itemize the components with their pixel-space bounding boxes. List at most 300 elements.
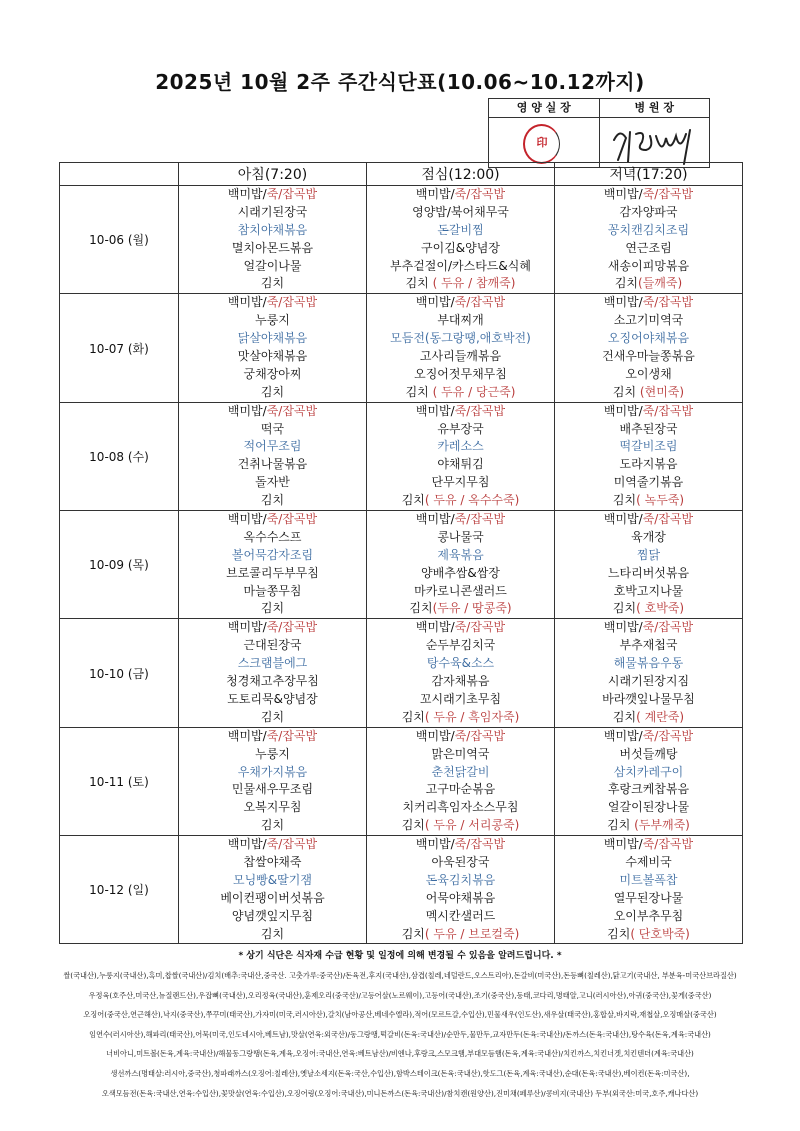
- menu-item: [179, 908, 366, 926]
- menu-item: [555, 764, 742, 782]
- menu-item-text: 김치: [260, 926, 285, 941]
- day-date: 10-07 (화): [60, 294, 179, 402]
- menu-item: [367, 222, 554, 240]
- menu-item-highlight: 죽/잡곡밥: [266, 837, 318, 852]
- menu-item-text: 연근조림: [625, 240, 672, 255]
- menu-item: [367, 655, 554, 673]
- dinner-menu-cell: [555, 186, 743, 294]
- menu-item: [555, 746, 742, 764]
- menu-item: [367, 529, 554, 547]
- menu-item-text: 김치: [612, 601, 637, 616]
- menu-item: [179, 312, 366, 330]
- menu-item: [179, 384, 366, 402]
- weekly-menu-table: [59, 162, 743, 944]
- lunch-header: 점심(12:00): [367, 163, 555, 186]
- origin-line: 생선까스(명태살:러시아,중국산),청파래까스(오징어:칠레산),옛날소세지(돈육:국산,수입산),함박스테이크(돈육:국내산),핫도그(돈육,계육:국내산),순대(돈육:국내산),베이컨(돈육:미국산),: [110, 1068, 690, 1078]
- dinner-menu-cell: [555, 402, 743, 510]
- dinner-menu-cell: [555, 294, 743, 402]
- menu-item-text: 김치: [405, 384, 433, 399]
- dinner-menu-cell: [555, 619, 743, 727]
- menu-item-highlight: 죽/잡곡밥: [266, 728, 318, 743]
- menu-item: [555, 366, 742, 384]
- menu-item-highlight: 죽/잡곡밥: [454, 728, 506, 743]
- menu-item-text: 백미밥/: [227, 728, 267, 743]
- menu-item: [555, 438, 742, 456]
- menu-item-text: 고사리들깨볶음: [419, 349, 502, 364]
- menu-item: [179, 799, 366, 817]
- menu-item-highlight: (두부깨죽): [634, 818, 690, 833]
- menu-item-highlight: 떡갈비조림: [619, 439, 678, 454]
- menu-item: [367, 456, 554, 474]
- menu-item-highlight: ( 호박죽): [636, 601, 685, 616]
- menu-item: [367, 294, 554, 312]
- menu-item-text: 맑은미역국: [431, 746, 490, 761]
- dinner-menu-cell: [555, 511, 743, 619]
- menu-item-text: 오복지무침: [243, 800, 302, 815]
- origin-line: 오징어(중국산,연근해산),낙지(중국산),쭈꾸미(태국산),가자미(미국,러시아산),갈치(남아공산,베네수엘라),적어(모르트갈,수입산),민물새우(인도산),새우살(태국산),홍합살,바지락,재첩살,오징매살(중국산): [83, 1010, 717, 1020]
- menu-item: [555, 619, 742, 637]
- menu-item-text: 새송이피망볶음: [607, 258, 690, 273]
- menu-item-text: 떡국: [260, 421, 285, 436]
- menu-item-text: 백미밥/: [415, 187, 455, 201]
- menu-item-text: 백미밥/: [415, 837, 455, 852]
- menu-item-text: 부추재첩국: [619, 638, 678, 653]
- menu-item: [179, 600, 366, 618]
- menu-item-text: 멕시칸샐러드: [425, 908, 496, 923]
- menu-item-text: 느타리버섯볶음: [607, 565, 690, 580]
- menu-item: [179, 366, 366, 384]
- menu-item-text: 백미밥/: [415, 295, 455, 310]
- menu-day-row: [60, 294, 743, 402]
- menu-item: [555, 492, 742, 510]
- menu-item: [367, 637, 554, 655]
- director-label: 병 원 장: [634, 101, 675, 114]
- menu-item-text: 수제비국: [625, 854, 672, 869]
- menu-item-highlight: (두유 / 땅콩죽): [432, 601, 512, 616]
- menu-item-highlight: 죽/잡곡밥: [266, 403, 318, 418]
- menu-item: [179, 456, 366, 474]
- menu-item: [555, 204, 742, 222]
- menu-item: [367, 492, 554, 510]
- lunch-menu-cell: [367, 619, 555, 727]
- menu-item-text: 궁채장아찌: [243, 366, 302, 381]
- menu-item-text: 도토리묵&양념장: [227, 691, 318, 706]
- menu-item-highlight: 미트볼폭찹: [619, 872, 678, 887]
- menu-item-text: 김치: [401, 818, 425, 833]
- menu-item: [555, 637, 742, 655]
- menu-item-text: 김치: [607, 818, 635, 833]
- menu-item: [179, 421, 366, 439]
- menu-item: [179, 890, 366, 908]
- menu-item: [555, 421, 742, 439]
- menu-item-highlight: 죽/잡곡밥: [266, 295, 318, 310]
- origin-line: 임연수(러시아산),해파리(태국산),어묵(미국,인도네시아,베트남),맛살(연육:외국산)/동그랑땡,떡갈비(돈육:국내산)/순만두,물만두,교자만두(돈육:국내산)/돈까스(돈육:국내산),탕수육(돈육,계육:국내산): [89, 1029, 711, 1039]
- menu-item: [179, 294, 366, 312]
- menu-item: [367, 330, 554, 348]
- menu-day-row: [60, 836, 743, 944]
- menu-item: [367, 799, 554, 817]
- menu-item: [555, 403, 742, 421]
- menu-item: [367, 926, 554, 944]
- menu-item-highlight: 우채가지볶음: [237, 764, 308, 779]
- menu-item: [179, 330, 366, 348]
- menu-item: [367, 474, 554, 492]
- day-date: 10-08 (수): [60, 402, 179, 510]
- menu-item-text: 바라깻잎나물무침: [602, 691, 695, 706]
- menu-item: [179, 511, 366, 529]
- menu-item-highlight: ( 두유 / 옥수수죽): [424, 493, 520, 508]
- menu-item-text: 오이부추무침: [613, 908, 684, 923]
- menu-item-text: 김치: [260, 384, 285, 399]
- menu-item-text: 마늘쫑무침: [243, 583, 302, 598]
- menu-item: [367, 384, 554, 402]
- menu-item-highlight: 죽/잡곡밥: [642, 403, 694, 418]
- menu-item-highlight: 볼어묵감자조림: [231, 547, 314, 562]
- menu-item: [555, 691, 742, 709]
- menu-item-text: 백미밥/: [603, 620, 643, 635]
- menu-item-highlight: 참치야채볶음: [237, 222, 308, 237]
- breakfast-menu-cell: [179, 186, 367, 294]
- menu-item-text: 육개장: [631, 529, 666, 544]
- menu-item: [179, 872, 366, 890]
- menu-item-text: 호박고지나물: [613, 583, 684, 598]
- lunch-menu-cell: [367, 511, 555, 619]
- menu-item: [367, 817, 554, 835]
- menu-item: [367, 186, 554, 204]
- menu-item-highlight: ( 계란죽): [636, 709, 685, 724]
- menu-item: [555, 240, 742, 258]
- menu-item: [179, 438, 366, 456]
- menu-item: [367, 764, 554, 782]
- dinner-menu-cell: [555, 836, 743, 944]
- menu-item: [555, 583, 742, 601]
- menu-item: [367, 890, 554, 908]
- menu-item: [179, 258, 366, 276]
- menu-item-text: 백미밥/: [603, 512, 643, 527]
- menu-item: [179, 655, 366, 673]
- menu-item-text: 영양밥/북어채무국: [412, 204, 509, 219]
- lunch-menu-cell: [367, 727, 555, 835]
- menu-item: [555, 294, 742, 312]
- menu-item-text: 백미밥/: [415, 620, 455, 635]
- menu-item-text: 부대찌개: [437, 313, 484, 328]
- breakfast-menu-cell: [179, 727, 367, 835]
- menu-item-text: 유부장국: [437, 421, 484, 436]
- menu-item: [179, 474, 366, 492]
- menu-item-text: 꼬시래기초무침: [419, 691, 502, 706]
- menu-item: [555, 890, 742, 908]
- breakfast-header: 아침(7:20): [179, 163, 367, 186]
- menu-item-highlight: 모듬전(동그랑땡,애호박전): [390, 331, 531, 346]
- lunch-menu-cell: [367, 836, 555, 944]
- day-date: 10-12 (일): [60, 836, 179, 944]
- menu-item: [179, 746, 366, 764]
- menu-item-highlight: 죽/잡곡밥: [642, 512, 694, 527]
- date-column-header: [60, 163, 179, 186]
- menu-item-highlight: 죽/잡곡밥: [642, 620, 694, 635]
- menu-day-row: [60, 402, 743, 510]
- menu-item: [367, 348, 554, 366]
- signature-icon: [606, 120, 706, 166]
- menu-item-text: 감자양파국: [619, 204, 678, 219]
- menu-item: [555, 275, 742, 293]
- dietitian-label: 영 양 실 장: [489, 99, 600, 117]
- menu-item-text: 김치: [612, 709, 637, 724]
- menu-item-text: 소고기미역국: [613, 313, 684, 328]
- menu-item: [555, 600, 742, 618]
- day-date: 10-10 (금): [60, 619, 179, 727]
- menu-item-highlight: 죽/잡곡밥: [454, 187, 506, 201]
- menu-item-text: 김치: [260, 493, 285, 508]
- menu-day-row: [60, 186, 743, 294]
- menu-item: [555, 222, 742, 240]
- breakfast-menu-cell: [179, 511, 367, 619]
- menu-item-text: 김치: [401, 493, 425, 508]
- menu-item-text: 어묵야채볶음: [425, 890, 496, 905]
- menu-item-text: 베이컨팽이버섯볶음: [220, 890, 325, 905]
- menu-item-text: 시래기된장국: [237, 204, 308, 219]
- menu-item: [367, 746, 554, 764]
- menu-day-row: [60, 619, 743, 727]
- menu-item-text: 고구마순볶음: [425, 782, 496, 797]
- menu-item-highlight: 죽/잡곡밥: [454, 837, 506, 852]
- menu-item: [555, 474, 742, 492]
- menu-item-highlight: 스크램블에그: [237, 656, 308, 671]
- menu-item-text: 김치: [612, 384, 640, 399]
- menu-item-highlight: 죽/잡곡밥: [266, 512, 318, 527]
- menu-item: [555, 836, 742, 854]
- menu-item-text: 근대된장국: [243, 638, 302, 653]
- menu-item-highlight: 카레소스: [437, 439, 484, 454]
- menu-item-highlight: ( 두유 / 참깨죽): [432, 276, 516, 291]
- menu-item-text: 배추된장국: [619, 421, 678, 436]
- menu-item-text: 김치: [405, 276, 433, 291]
- menu-item-highlight: 꽁치캔김치조림: [607, 222, 690, 237]
- menu-item-highlight: 죽/잡곡밥: [266, 187, 318, 201]
- origin-info: [18, 966, 782, 1103]
- menu-item: [367, 438, 554, 456]
- menu-item-highlight: 삼치카레구이: [613, 764, 684, 779]
- menu-item: [179, 764, 366, 782]
- menu-item: [179, 817, 366, 835]
- menu-item-text: 누룽지: [255, 746, 290, 761]
- origin-line: 우정육(호주산,미국산,뉴질랜드산),우잡뼈(국내산),오리정육(국내산),훈제오리(중국산)/고등어살(노르웨이),고등어(국내산),조기(중국산),동태,코다리,명태알,고니(러시아산),아귀(중국산),꽃게(중국산): [88, 990, 712, 1000]
- menu-item: [179, 275, 366, 293]
- menu-item: [555, 547, 742, 565]
- menu-item-text: 백미밥/: [415, 512, 455, 527]
- menu-item: [367, 619, 554, 637]
- menu-item: [367, 836, 554, 854]
- menu-item: [367, 691, 554, 709]
- menu-item-text: 오이생채: [625, 366, 672, 381]
- menu-item-text: 김치: [612, 493, 637, 508]
- menu-item: [179, 565, 366, 583]
- menu-item-text: 양념깻잎지무침: [231, 908, 314, 923]
- menu-item-highlight: 죽/잡곡밥: [642, 728, 694, 743]
- menu-item: [555, 673, 742, 691]
- menu-item: [555, 854, 742, 872]
- menu-item-text: 백미밥/: [415, 403, 455, 418]
- menu-item: [367, 366, 554, 384]
- menu-item-text: 구이김&양념장: [421, 240, 500, 255]
- menu-item: [555, 709, 742, 727]
- menu-item-highlight: 죽/잡곡밥: [266, 620, 318, 635]
- menu-item: [179, 186, 366, 204]
- dinner-menu-cell: [555, 727, 743, 835]
- menu-item-highlight: ( 두유 / 서리콩죽): [424, 818, 520, 833]
- director-sign-cell: [600, 118, 710, 168]
- menu-item-highlight: 죽/잡곡밥: [642, 187, 694, 201]
- menu-item-text: 얼갈이나물: [243, 258, 302, 273]
- menu-item: [179, 926, 366, 944]
- menu-item-text: 청경채고추장무침: [226, 674, 319, 689]
- menu-item: [367, 728, 554, 746]
- menu-item-text: 백미밥/: [227, 403, 267, 418]
- menu-item-text: 백미밥/: [603, 295, 643, 310]
- seal-stamp-icon: [523, 124, 560, 164]
- menu-item-text: 단무지무침: [431, 475, 490, 490]
- origin-line: 오색모듬전(돈육:국내산,연육:수입산),꽃맛살(연육:수입산),오징어링(오징어:국내산),미니돈까스(돈육:국내산)/참치캔(원양산),진미채(페루산)/콩비지(국내산) 두부(외국산:미국,호주,캐나다산): [101, 1088, 699, 1098]
- menu-item: [555, 348, 742, 366]
- menu-item: [555, 186, 742, 204]
- menu-item: [179, 529, 366, 547]
- menu-item-highlight: 제육볶음: [437, 547, 484, 562]
- menu-item: [179, 348, 366, 366]
- menu-item: [367, 854, 554, 872]
- menu-item-text: 백미밥/: [227, 837, 267, 852]
- menu-item-text: 찹쌀야채죽: [243, 854, 302, 869]
- lunch-menu-cell: [367, 294, 555, 402]
- menu-item-highlight: 죽/잡곡밥: [642, 837, 694, 852]
- menu-item-highlight: ( 단호박죽): [630, 926, 690, 941]
- menu-item: [179, 403, 366, 421]
- menu-item: [367, 872, 554, 890]
- menu-item-text: 야채튀김: [437, 457, 484, 472]
- menu-item-text: 백미밥/: [227, 295, 267, 310]
- menu-item: [179, 709, 366, 727]
- menu-item: [555, 312, 742, 330]
- menu-item-highlight: 적어무조림: [243, 439, 302, 454]
- menu-item-text: 치커리흑임자소스무침: [402, 800, 519, 815]
- menu-item: [367, 403, 554, 421]
- menu-item-highlight: ( 두유 / 당근죽): [432, 384, 516, 399]
- menu-item-text: 김치: [260, 276, 285, 291]
- menu-item-highlight: 죽/잡곡밥: [454, 295, 506, 310]
- menu-item: [555, 908, 742, 926]
- menu-item: [555, 456, 742, 474]
- menu-item-text: 백미밥/: [227, 187, 267, 201]
- menu-item-text: 백미밥/: [603, 728, 643, 743]
- menu-item-highlight: 죽/잡곡밥: [454, 512, 506, 527]
- menu-item-highlight: 닭살야채볶음: [237, 331, 308, 346]
- menu-item-text: 브로콜리두부무침: [226, 565, 319, 580]
- menu-item: [179, 781, 366, 799]
- menu-item-text: 부추겉절이/카스타드&식혜: [390, 258, 531, 273]
- menu-item: [367, 600, 554, 618]
- menu-item: [555, 384, 742, 402]
- lunch-menu-cell: [367, 186, 555, 294]
- day-date: 10-09 (목): [60, 511, 179, 619]
- origin-line: 쌀(국내산),누룽지(국내산),흑미,찹쌀(국내산)/김치(배추:국내산,중국산. 고춧가루:중국산)/돈육전,후지(국내산),삼겹(칠레,네덜란드,오스트리아),돈갈비(미국산),돈등뼈(칠레산),닭고기(국내산, 부분육-미국산브라질산): [63, 971, 737, 980]
- menu-item-text: 멸치아몬드볶음: [231, 240, 314, 255]
- menu-item: [179, 637, 366, 655]
- breakfast-menu-cell: [179, 294, 367, 402]
- menu-item: [179, 547, 366, 565]
- menu-item-text: 열무된장나물: [613, 890, 684, 905]
- menu-item-highlight: 오징어야채볶음: [607, 331, 690, 346]
- menu-item: [367, 709, 554, 727]
- menu-item: [179, 619, 366, 637]
- menu-item: [179, 492, 366, 510]
- menu-item-text: 김치: [607, 926, 631, 941]
- dietitian-sign-cell: [489, 118, 600, 168]
- menu-item-highlight: 해물볶음우동: [613, 656, 684, 671]
- menu-item: [179, 204, 366, 222]
- menu-item-text: 맛살야채볶음: [237, 349, 308, 364]
- menu-item: [179, 728, 366, 746]
- menu-item: [367, 204, 554, 222]
- menu-item: [555, 655, 742, 673]
- menu-item-text: 김치: [260, 601, 285, 616]
- menu-item-text: 누룽지: [255, 313, 290, 328]
- menu-item-highlight: 춘천닭갈비: [431, 764, 490, 779]
- menu-item: [367, 583, 554, 601]
- menu-item: [179, 240, 366, 258]
- menu-item-highlight: ( 두유 / 흑임자죽): [424, 709, 520, 724]
- menu-item: [367, 511, 554, 529]
- menu-item-text: 콩나물국: [437, 529, 484, 544]
- page-title: 2025년 10월 2주 주간식단표(10.06~10.12까지): [155, 70, 645, 94]
- menu-day-row: [60, 511, 743, 619]
- menu-item-text: 옥수수스프: [243, 529, 302, 544]
- menu-item: [367, 908, 554, 926]
- dinner-header: 저녁(17:20): [555, 163, 743, 186]
- approval-box: [488, 98, 710, 168]
- menu-item-text: 돌자반: [255, 475, 290, 490]
- menu-item-text: 백미밥/: [603, 187, 643, 201]
- menu-item-highlight: ( 두유 / 브로컬죽): [424, 926, 520, 941]
- day-date: 10-06 (월): [60, 186, 179, 294]
- menu-item-text: 얼갈이된장나물: [607, 800, 690, 815]
- menu-item: [555, 781, 742, 799]
- breakfast-menu-cell: [179, 402, 367, 510]
- menu-item-text: 백미밥/: [603, 837, 643, 852]
- menu-item-text: 백미밥/: [603, 403, 643, 418]
- menu-day-row: [60, 727, 743, 835]
- menu-item-text: 민물새우무조림: [231, 782, 314, 797]
- menu-item-text: 오징어젓무채무침: [414, 366, 507, 381]
- menu-item: [367, 547, 554, 565]
- table-header-row: [60, 163, 743, 186]
- menu-item-text: 김치: [614, 276, 639, 291]
- menu-item-text: 감자채볶음: [431, 674, 490, 689]
- menu-item: [367, 565, 554, 583]
- breakfast-menu-cell: [179, 619, 367, 727]
- menu-item-highlight: 죽/잡곡밥: [642, 295, 694, 310]
- menu-item-highlight: 죽/잡곡밥: [454, 620, 506, 635]
- menu-item-text: 김치: [409, 601, 433, 616]
- menu-item: [555, 258, 742, 276]
- menu-item: [367, 240, 554, 258]
- menu-item: [555, 728, 742, 746]
- menu-item-text: 백미밥/: [227, 512, 267, 527]
- menu-item-highlight: (들깨죽): [638, 276, 683, 291]
- menu-item-text: 백미밥/: [415, 728, 455, 743]
- lunch-menu-cell: [367, 402, 555, 510]
- menu-item: [555, 511, 742, 529]
- menu-item-text: 백미밥/: [227, 620, 267, 635]
- menu-item-highlight: ( 녹두죽): [636, 493, 685, 508]
